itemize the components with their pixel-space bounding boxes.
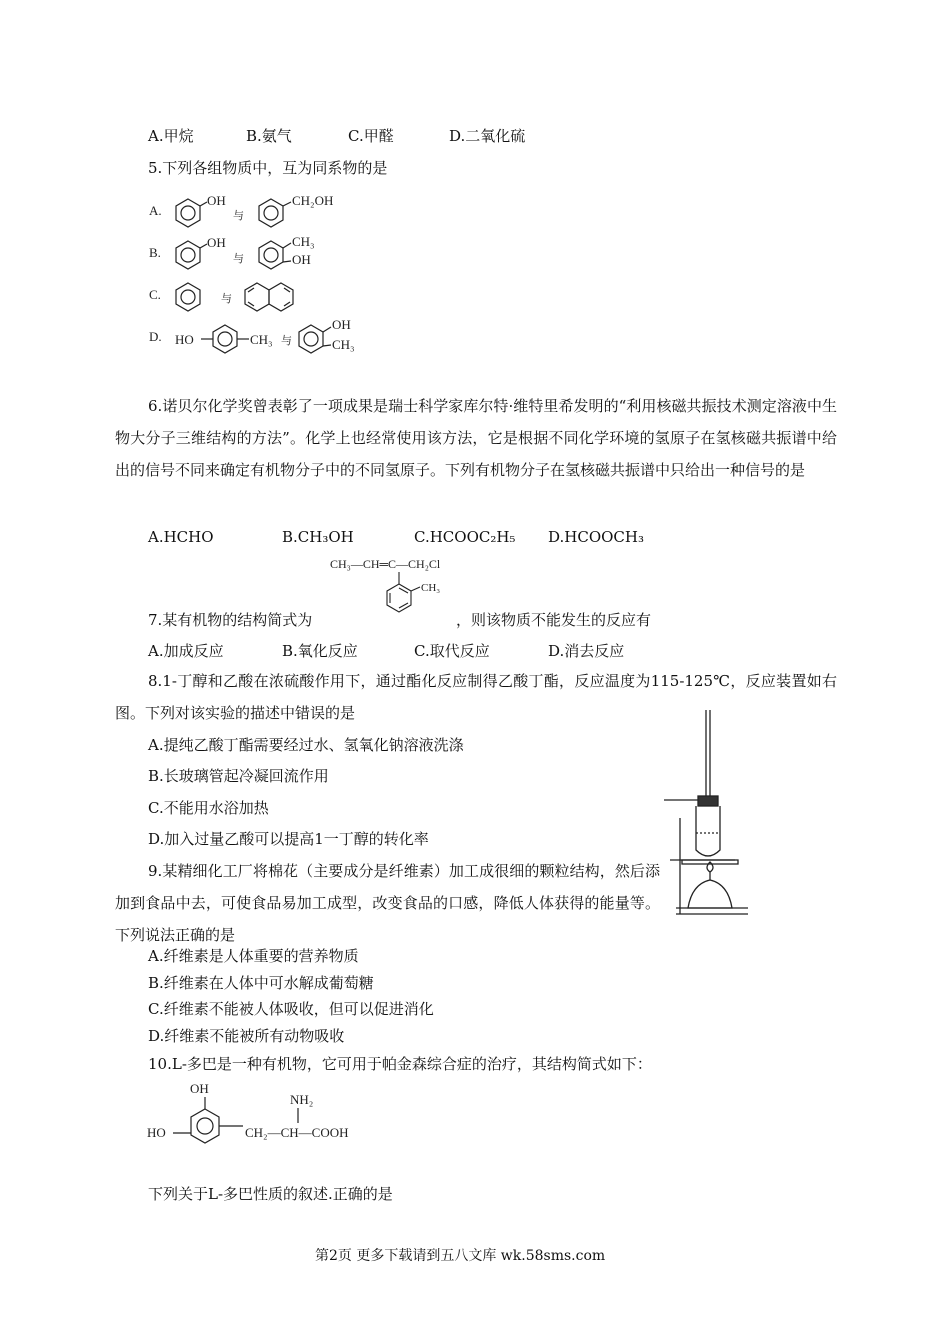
l-dopa-structure bbox=[145, 1076, 385, 1156]
q7-option-a: A.加成反应 bbox=[148, 642, 224, 660]
q5-label-d: D. bbox=[149, 329, 162, 344]
q6-option-d: D.HCOOCH₃ bbox=[548, 528, 644, 546]
q5-a-left-group: OH bbox=[207, 193, 226, 208]
q10-question: 下列关于L-多巴性质的叙述.正确的是 bbox=[148, 1185, 393, 1203]
esterification-apparatus-figure bbox=[660, 708, 760, 918]
q5-label-a: A. bbox=[149, 203, 162, 218]
q5-label-b: B. bbox=[149, 245, 161, 260]
q8-option-b: B.长玻璃管起冷凝回流作用 bbox=[148, 767, 329, 785]
rubber-stopper bbox=[698, 796, 718, 806]
q7-option-d: D.消去反应 bbox=[548, 642, 625, 660]
q5-d-right-group-2: CH₃ bbox=[332, 337, 355, 352]
q9-option-c: C.纤维素不能被人体吸收，但可以促进消化 bbox=[148, 1000, 434, 1018]
q6-stem: 6.诺贝尔化学奖曾表彰了一项成果是瑞士科学家库尔特·维特里希发明的“利用核磁共振技术测定溶液中生物大分子三维结构的方法”。化学上也经常使用该方法，它是根据不同化学环境的氢原子在氢核磁共振谱中给出的信号不同来确定有机物分子中的不同氢原子。下列有机物分子在氢核磁共振谱中只给出一种信号的是 bbox=[115, 397, 837, 479]
q4-option-b: B.氨气 bbox=[246, 127, 292, 145]
benzene-ring-d2 bbox=[299, 325, 323, 353]
q9-option-a: A.纤维素是人体重要的营养物质 bbox=[148, 947, 359, 965]
q4-option-d: D.二氧化硫 bbox=[449, 127, 526, 145]
q7-structure bbox=[328, 554, 468, 622]
q9-option-b: B.纤维素在人体中可水解成葡萄糖 bbox=[148, 974, 374, 992]
q7-option-b: B.氧化反应 bbox=[282, 642, 358, 660]
q8-option-a: A.提纯乙酸丁酯需要经过水、氢氧化钠溶液洗涤 bbox=[148, 736, 464, 754]
q7-stem-suffix: ，则该物质不能发生的反应有 bbox=[456, 611, 652, 629]
q9-stem-block: 9.某精细化工厂将棉花（主要成分是纤维素）加工成很细的颗粒结构，然后添加到食品中去，可使食品易加工成型，改变食品的口感，降低人体获得的能量等。下列说法正确的是 bbox=[115, 862, 660, 944]
q5-b-right-group-1: CH₃ bbox=[292, 234, 315, 249]
benzene-ring-d1 bbox=[213, 325, 237, 353]
q5-a-right-group: CH₂OH bbox=[292, 193, 334, 208]
l-dopa-oh: OH bbox=[190, 1081, 209, 1096]
q4-option-a: A.甲烷 bbox=[148, 127, 194, 145]
benzene-ring-b1 bbox=[176, 241, 200, 269]
q5-d-left-suffix: CH₃ bbox=[250, 332, 273, 347]
q8-option-c: C.不能用水浴加热 bbox=[148, 799, 269, 817]
q9-option-d: D.纤维素不能被所有动物吸收 bbox=[148, 1027, 345, 1045]
q7-stem-prefix: 7.某有机物的结构简式为 bbox=[148, 611, 313, 629]
benzene-ring-b2 bbox=[259, 241, 283, 269]
q5-yu-a: 与 bbox=[233, 210, 244, 222]
q5-yu-b: 与 bbox=[233, 253, 244, 265]
q8-option-d: D.加入过量乙酸可以提高1一丁醇的转化率 bbox=[148, 830, 429, 848]
q5-yu-d: 与 bbox=[281, 335, 292, 347]
q5-yu-c: 与 bbox=[221, 293, 232, 305]
q7-option-c: C.取代反应 bbox=[414, 642, 490, 660]
q7-formula-sub: CH₃ bbox=[421, 582, 441, 594]
q5-d-right-group-1: OH bbox=[332, 317, 351, 332]
q10-stem: 10.L-多巴是一种有机物，它可用于帕金森综合症的治疗，其结构简式如下： bbox=[148, 1055, 652, 1073]
q8-stem: 8.1-丁醇和乙酸在浓硫酸作用下，通过酯化反应制得乙酸丁酯，反应温度为115-125℃，反应装置如右图。下列对该实验的描述中错误的是 bbox=[115, 672, 837, 722]
benzene-ring-a2 bbox=[259, 199, 283, 227]
q7-formula-top: CH₃—CH═C—CH₂Cl bbox=[330, 557, 441, 571]
q5-d-left-prefix: HO bbox=[175, 332, 194, 347]
benzene-ring-c bbox=[176, 283, 200, 311]
q5-b-right-group-2: OH bbox=[292, 252, 311, 267]
l-dopa-benzene-ring bbox=[191, 1109, 219, 1143]
naphthalene-ring-left bbox=[245, 283, 269, 311]
q5-structures-figure bbox=[145, 186, 375, 361]
l-dopa-chain: CH₂—CH—COOH bbox=[245, 1125, 349, 1140]
benzene-ring-a1 bbox=[176, 199, 200, 227]
q5-label-c: C. bbox=[149, 287, 161, 302]
q4-option-c: C.甲醛 bbox=[348, 127, 394, 145]
q6-option-b: B.CH₃OH bbox=[282, 528, 354, 546]
q6-option-a: A.HCHO bbox=[148, 528, 214, 546]
alcohol-lamp bbox=[688, 880, 732, 908]
l-dopa-nh2: NH₂ bbox=[290, 1092, 314, 1107]
q5-b-left-group: OH bbox=[207, 235, 226, 250]
naphthalene-ring-right bbox=[269, 283, 293, 311]
page-footer: 第2页 更多下载请到五八文库 wk.58sms.com bbox=[315, 1248, 606, 1264]
test-tube bbox=[696, 806, 720, 856]
l-dopa-ho: HO bbox=[147, 1125, 166, 1140]
q5-stem: 5.下列各组物质中，互为同系物的是 bbox=[148, 159, 388, 177]
q6-option-c: C.HCOOC₂H₅ bbox=[414, 528, 516, 546]
